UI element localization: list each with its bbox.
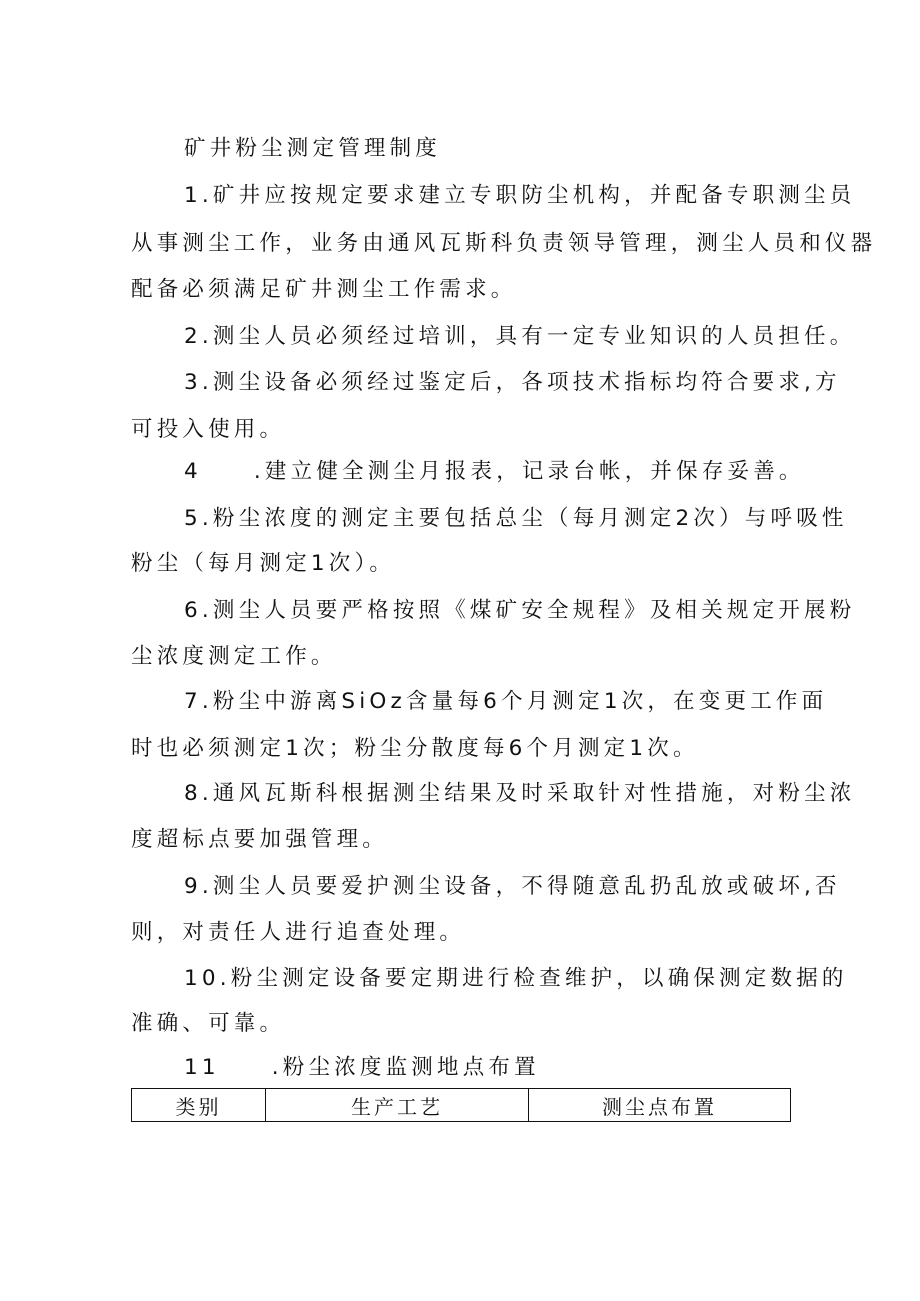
- paragraph-1-line-3: 配备必须满足矿井测尘工作需求。: [131, 277, 517, 302]
- paragraph-6-line-2: 尘浓度测定工作。: [131, 644, 337, 669]
- paragraph-3-line-2: 可投入使用。: [131, 417, 286, 442]
- paragraph-7-line-1: 7.粉尘中游离SiOz含量每6个月测定1次，在变更工作面: [184, 689, 828, 714]
- paragraph-11: [184, 1053, 540, 1083]
- paragraph-8-line-2: 度超标点要加强管理。: [131, 827, 389, 852]
- paragraph-8-line-1: 8.通风瓦斯科根据测尘结果及时采取针对性措施，对粉尘浓: [184, 781, 856, 806]
- paragraph-1-line-1: 1.矿井应按规定要求建立专职防尘机构，并配备专职测尘员: [184, 183, 856, 208]
- paragraph-4-number: 4: [184, 459, 202, 484]
- paragraph-11-number: 11: [184, 1055, 220, 1080]
- document-title: 矿井粉尘测定管理制度: [184, 136, 442, 161]
- table-header-category: 类别: [132, 1089, 266, 1121]
- paragraph-5-line-2: 粉尘（每月测定1次）。: [131, 551, 396, 576]
- paragraph-3-line-1: 3.测尘设备必须经过鉴定后，各项技术指标均符合要求,方: [184, 370, 841, 395]
- table-header-process: 生产工艺: [266, 1089, 529, 1121]
- table-header-dust-point: 测尘点布置: [602, 1094, 717, 1119]
- paragraph-1-line-2: 从事测尘工作，业务由通风瓦斯科负责领导管理，测尘人员和仪器: [131, 231, 877, 256]
- paragraph-6-line-1: 6.测尘人员要严格按照《煤矿安全规程》及相关规定开展粉: [184, 598, 856, 623]
- paragraph-2: 2.测尘人员必须经过培训，具有一定专业知识的人员担任。: [184, 324, 856, 349]
- paragraph-11-text: .粉尘浓度监测地点布置: [271, 1055, 540, 1080]
- paragraph-7-line-2: 时也必须测定1次；粉尘分散度每6个月测定1次。: [131, 736, 699, 761]
- paragraph-4: [184, 457, 805, 487]
- paragraph-10-line-2: 准确、可靠。: [131, 1011, 286, 1036]
- monitoring-location-table: [131, 1088, 791, 1122]
- paragraph-10-line-1: 10.粉尘测定设备要定期进行检查维护，以确保测定数据的: [184, 966, 848, 991]
- paragraph-9-line-1: 9.测尘人员要爱护测尘设备，不得随意乱扔乱放或破坏,否: [184, 874, 841, 899]
- paragraph-9-line-2: 则，对责任人进行追查处理。: [131, 920, 466, 945]
- paragraph-4-text: .建立健全测尘月报表，记录台帐，并保存妥善。: [253, 459, 805, 484]
- paragraph-5-line-1: 5.粉尘浓度的测定主要包括总尘（每月测定2次）与呼吸性: [184, 506, 848, 531]
